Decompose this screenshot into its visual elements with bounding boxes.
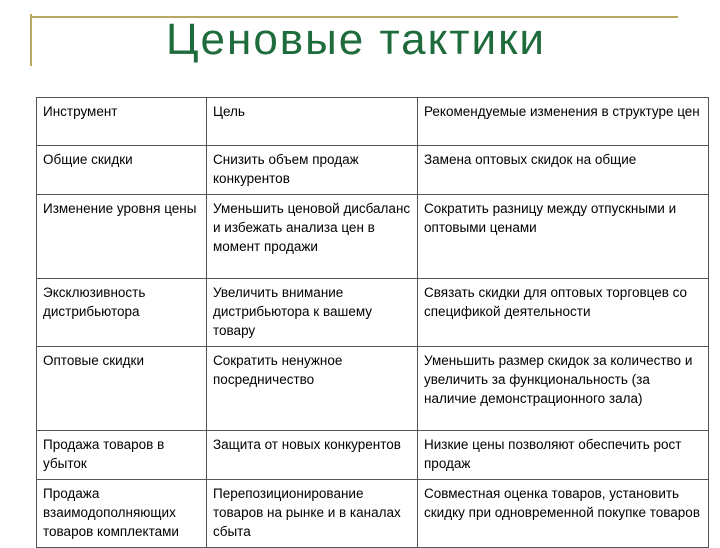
table-row: [37, 146, 709, 195]
table-cell: Рекомендуемые изменения в структуре цен: [418, 98, 709, 146]
table-cell: Общие скидки: [37, 146, 207, 195]
slide-title: Ценовые тактики: [166, 15, 546, 64]
table-header-row: [37, 98, 709, 146]
table-cell: Сократить разницу между отпускными и оптовыми ценами: [418, 195, 709, 279]
table-cell: Сократить ненужное посредничество: [207, 347, 418, 431]
table-cell: Оптовые скидки: [37, 347, 207, 431]
table-cell: Уменьшить размер скидок за количество и увеличить за функциональность (за наличие демонстрационного зала): [418, 347, 709, 431]
table-row: [37, 195, 709, 279]
table-cell: Цель: [207, 98, 418, 146]
table-cell: Инструмент: [37, 98, 207, 146]
table-cell: Продажа взаимодополняющих товаров комплектами: [37, 480, 207, 548]
table-cell: Эксклюзивность дистрибьютора: [37, 279, 207, 347]
table-cell: Снизить объем продаж конкурентов: [207, 146, 418, 195]
table-cell: Замена оптовых скидок на общие: [418, 146, 709, 195]
table-row: [37, 480, 709, 548]
table-cell: Изменение уровня цены: [37, 195, 207, 279]
decorative-vertical-line: [30, 14, 32, 66]
table-cell: Совместная оценка товаров, установить скидку при одновременной покупке товаров: [418, 480, 709, 548]
table-row: [37, 347, 709, 431]
table-row: [37, 279, 709, 347]
table-cell: Защита от новых конкурентов: [207, 431, 418, 480]
table-cell: Уменьшить ценовой дисбаланс и избежать анализа цен в момент продажи: [207, 195, 418, 279]
table-cell: Низкие цены позволяют обеспечить рост продаж: [418, 431, 709, 480]
table-cell: Продажа товаров в убыток: [37, 431, 207, 480]
table-cell: Перепозиционирование товаров на рынке и в каналах сбыта: [207, 480, 418, 548]
table-cell: Увеличить внимание дистрибьютора к вашему товару: [207, 279, 418, 347]
pricing-tactics-table: [36, 97, 709, 548]
table-cell: Связать скидки для оптовых торговцев со спецификой деятельности: [418, 279, 709, 347]
table-row: [37, 431, 709, 480]
